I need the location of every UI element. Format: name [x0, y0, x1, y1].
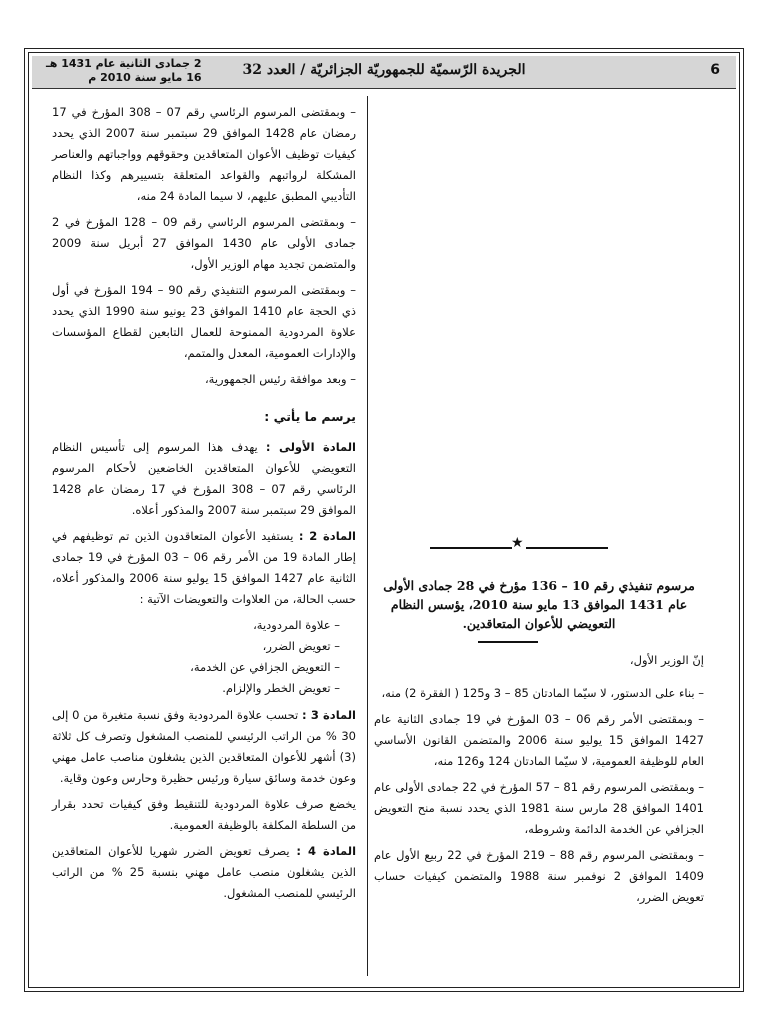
- decree-rubric: يرسم ما يأتي :: [264, 409, 356, 424]
- article-2-label: المادة 2 :: [298, 529, 357, 543]
- allowance-item: – التعويض الجزافي عن الخدمة،: [190, 660, 340, 674]
- visa-paragraph: – بناء على الدستور، لا سيّما المادتان 85 – 3 و125 ( الفقرة 2) منه،: [381, 686, 704, 700]
- separator-line-right: [526, 547, 608, 549]
- decree-opening: إنّ الوزير الأول،: [629, 653, 704, 667]
- section-separator: [430, 535, 608, 554]
- allowance-item: – تعويض الضرر،: [262, 639, 340, 653]
- article-4-label: المادة 4 :: [296, 844, 357, 858]
- star-icon: ★: [511, 535, 524, 551]
- separator-line-left: [430, 547, 512, 549]
- article-3: [52, 705, 356, 789]
- article-2-text: يستفيد الأعوان المتعاقدون الذين تم توظيفهم في إطار المادة 19 من الأمر رقم 06 – 03 المؤرخ في 19 جمادى الثانية عام 1427 الموافق 15 يوليو سنة 2006 والمذكور أعلاه، حسب الحالة، من العلاوات والتعويضات الآتية :: [52, 529, 357, 606]
- visa-paragraph: – وبعد موافقة رئيس الجمهورية،: [204, 372, 356, 386]
- issue-date-hijri: 2 جمادى الثانية عام 1431 هـ: [46, 57, 202, 70]
- visa-paragraph: – وبمقتضى المرسوم رقم 88 – 219 المؤرخ في 22 ربيع الأول عام 1409 الموافق 2 نوفمبر سنة 1988 والمتضمن كيفيات حساب تعويض الضرر،: [374, 848, 705, 904]
- gazette-header: [32, 56, 736, 89]
- allowance-list: [52, 615, 340, 699]
- article-3-text: تحسب علاوة المردودية وفق نسبة متغيرة من 0 إلى 30 % من الراتب الرئيسي للمنصب المشغول وتصرف كل ثلاثة (3) أشهر للأعوان المتعاقدين الذين يشغلون مناصب عامل مهني وعون خدمة وسائق سيارة ورئيس حظيرة وحارس وعون وقاية.: [52, 708, 356, 785]
- gazette-title: الجريدة الرّسميّة للجمهوريّة الجزائريّة / العدد 32: [242, 62, 526, 78]
- visa-paragraph: – وبمقتضى المرسوم رقم 81 – 57 المؤرخ في 22 جمادى الأولى عام 1401 الموافق 28 مارس سنة 1981 الذي يحدد نسبة منح التعويض الجزافي عن الخدمة الدائمة وشروطه،: [374, 780, 704, 836]
- article-4-text: يصرف تعويض الضرر شهريا للأعوان المتعاقدين الذين يشغلون منصب عامل مهني بنسبة 25 % من الراتب الرئيسي للمنصب المشغول.: [52, 844, 356, 900]
- decree-title-underline: [478, 641, 538, 643]
- visa-paragraph: – وبمقتضى المرسوم الرئاسي رقم 09 – 128 المؤرخ في 2 جمادى الأولى عام 1430 الموافق 27 أبريل سنة 2009 والمتضمن تجديد مهام الوزير الأول،: [52, 215, 356, 271]
- right-column: [374, 650, 704, 913]
- article-1-text: يهدف هذا المرسوم إلى تأسيس النظام التعويضي للأعوان المتعاقدين الخاضعين لأحكام المرسوم الرئاسي رقم 07 – 308 المؤرخ في 17 رمضان عام 1428 الموافق 29 سبتمبر سنة 2007 والمذكور أعلاه.: [52, 440, 356, 517]
- article-2: [52, 526, 356, 610]
- article-1-label: المادة الأولى :: [265, 440, 356, 454]
- visa-paragraph: – وبمقتضى الأمر رقم 06 – 03 المؤرخ في 19 جمادى الثانية عام 1427 الموافق 15 يوليو سنة 2006 والمتضمن القانون الأساسي العام للوظيفة العمومية، لا سيّما المادتان 124 و126 منه،: [374, 712, 704, 768]
- article-3-paragraph-2: يخضع صرف علاوة المردودية للتنقيط وفق كيفيات تحدد بقرار من السلطة المكلفة بالوظيفة العمومية.: [52, 797, 356, 832]
- article-4: [52, 841, 356, 904]
- visa-paragraph: – وبمقتضى المرسوم التنفيذي رقم 90 – 194 المؤرخ في أول ذي الحجة عام 1410 الموافق 23 يونيو سنة 1990 الذي يحدد علاوة المردودية الممنوحة للعمال التابعين لقطاع المؤسسات والإدارات العمومية، المعدل والمتمم،: [52, 283, 357, 360]
- article-3-label: المادة 3 :: [302, 708, 356, 722]
- decree-title: مرسوم تنفيذي رقم 10 – 136 مؤرخ في 28 جمادى الأولى عام 1431 الموافق 13 مايو سنة 2010، يؤسس النظام التعويضي للأعوان المتعاقدين.: [383, 578, 695, 631]
- allowance-item: – علاوة المردودية،: [253, 618, 340, 632]
- allowance-item: – تعويض الخطر والإلزام.: [222, 681, 340, 695]
- column-divider: [367, 96, 368, 976]
- article-1: [52, 437, 356, 521]
- page-number: 6: [710, 62, 720, 78]
- issue-date-gregorian: 16 مايو سنة 2010 م: [88, 71, 202, 84]
- visa-paragraph: – وبمقتضى المرسوم الرئاسي رقم 07 – 308 المؤرخ في 17 رمضان عام 1428 الموافق 29 سبتمبر سنة 2007 الذي يحدد كيفيات توظيف الأعوان المتعاقدين وحقوقهم وواجباتهم والعناصر المشكلة لرواتبهم والقواعد المتعلقة بتسييرهم وكذا النظام التأديبي المطبق عليهم، لا سيما المادة 24 منه،: [52, 105, 356, 203]
- issue-date: [46, 57, 202, 85]
- left-column: [52, 102, 356, 909]
